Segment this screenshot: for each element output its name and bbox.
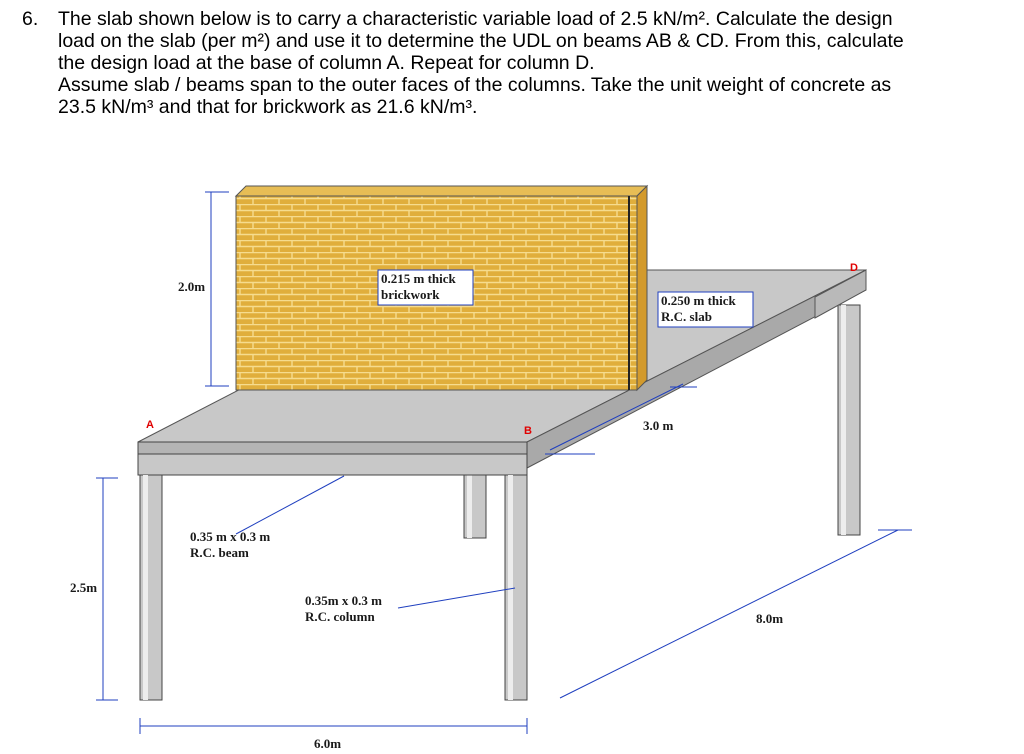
point-b-label: B xyxy=(524,425,532,437)
slab-width-label: 3.0 m xyxy=(643,418,674,433)
brickwork-thickness-label: 0.215 m thick xyxy=(381,271,456,286)
question-line-5: 23.5 kN/m³ and that for brickwork as 21.6 kN/m³. xyxy=(58,96,478,118)
wall-height-label: 2.0m xyxy=(178,279,206,294)
question-line-2: load on the slab (per m²) and use it to determine the UDL on beams AB & CD. From this, calculate xyxy=(58,30,904,52)
question-line-4: Assume slab / beams span to the outer faces of the columns. Take the unit weight of concrete as xyxy=(58,74,892,96)
question-number: 6. xyxy=(22,8,39,30)
column-size-label: 0.35m x 0.3 m xyxy=(305,593,382,608)
column-type-label: R.C. column xyxy=(305,609,375,624)
point-a-label: A xyxy=(146,419,154,431)
slab-thickness-label: 0.250 m thick xyxy=(661,293,736,308)
beam-ab xyxy=(138,442,527,475)
question-line-3: the design load at the base of column A. Repeat for column D. xyxy=(58,52,595,74)
column-height-label: 2.5m xyxy=(70,580,98,595)
column-a xyxy=(140,475,162,700)
front-length-label: 6.0m xyxy=(314,736,342,751)
beam-size-label: 0.35 m x 0.3 m xyxy=(190,529,271,544)
column-b xyxy=(505,475,527,700)
side-length-label: 8.0m xyxy=(756,611,784,626)
point-d-label: D xyxy=(850,262,858,274)
beam-type-label: R.C. beam xyxy=(190,545,249,560)
question-line-1: The slab shown below is to carry a characteristic variable load of 2.5 kN/m². Calculate the design xyxy=(58,8,893,30)
column-c xyxy=(464,470,486,538)
column-d xyxy=(838,305,860,535)
slab-material-label: R.C. slab xyxy=(661,309,712,324)
brickwork-material-label: brickwork xyxy=(381,287,440,302)
